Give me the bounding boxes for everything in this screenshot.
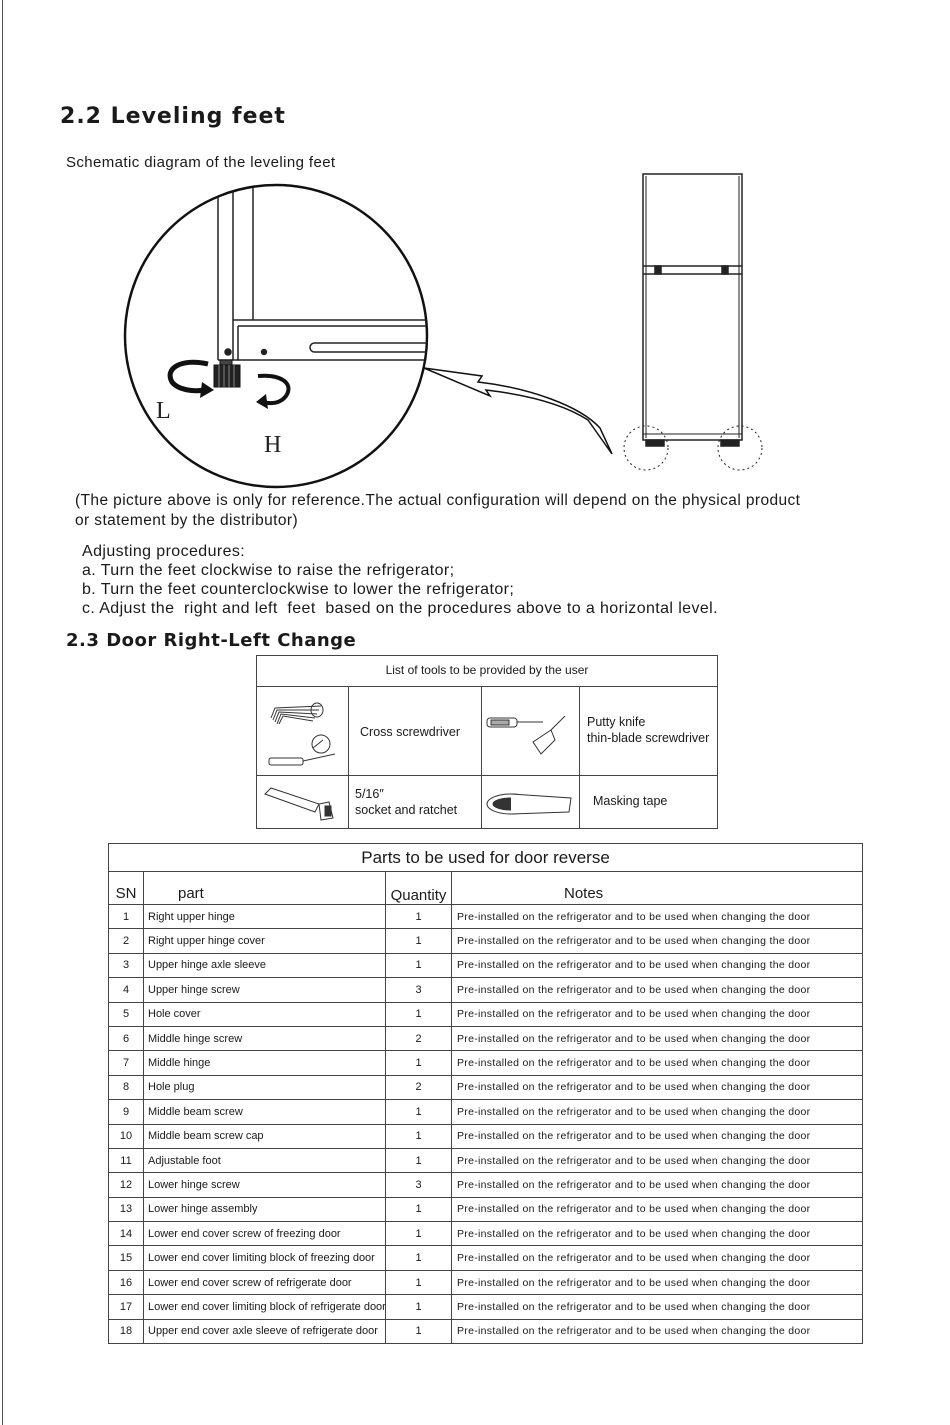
refrigerator-outline: [624, 174, 762, 470]
row-note: Pre-installed on the refrigerator and to be used when changing the door: [452, 1148, 863, 1172]
reference-note-line-1: (The picture above is only for reference.The actual configuration will depend on the physical product: [75, 492, 801, 509]
row-quantity: 1: [386, 1148, 452, 1172]
row-part: Lower hinge assembly: [144, 1197, 386, 1221]
row-quantity: 2: [386, 1075, 452, 1099]
row-part: Adjustable foot: [144, 1148, 386, 1172]
section-22-heading: [60, 104, 286, 129]
table-row: [109, 905, 863, 929]
row-quantity: 3: [386, 1173, 452, 1197]
row-sn: 10: [109, 1124, 144, 1148]
table-row: [109, 1270, 863, 1294]
section-22-title: Leveling feet: [110, 104, 286, 129]
table-row: [109, 1246, 863, 1270]
row-part: Lower hinge screw: [144, 1173, 386, 1197]
row-quantity: 1: [386, 1124, 452, 1148]
leveling-foot: [214, 360, 240, 387]
row-note: Pre-installed on the refrigerator and to be used when changing the door: [452, 1295, 863, 1319]
diagram-subtitle: Schematic diagram of the leveling feet: [66, 154, 336, 171]
row-note: Pre-installed on the refrigerator and to be used when changing the door: [452, 1002, 863, 1026]
parts-table: [108, 843, 863, 1344]
row-quantity: 1: [386, 1100, 452, 1124]
row-quantity: 1: [386, 905, 452, 929]
leveling-feet-diagram: [110, 168, 780, 490]
section-22-subnumber: .2: [76, 104, 102, 129]
row-note: Pre-installed on the refrigerator and to be used when changing the door: [452, 1124, 863, 1148]
header-quantity: Quantity: [386, 872, 452, 905]
row-note: Pre-installed on the refrigerator and to be used when changing the door: [452, 1026, 863, 1050]
row-part: Lower end cover screw of refrigerate door: [144, 1270, 386, 1294]
parts-table-title: Parts to be used for door reverse: [361, 847, 610, 867]
row-part: Upper hinge screw: [144, 978, 386, 1002]
table-row: [109, 1100, 863, 1124]
adjusting-procedures: [82, 542, 718, 618]
row-sn: 11: [109, 1148, 144, 1172]
reference-note-line-2: or statement by the distributor): [75, 512, 299, 529]
row-quantity: 1: [386, 929, 452, 953]
tool-label-masking-tape: Masking tape: [593, 794, 668, 808]
header-notes: Notes: [452, 872, 863, 905]
label-h: H: [264, 432, 282, 458]
row-part: Hole cover: [144, 1002, 386, 1026]
row-note: Pre-installed on the refrigerator and to be used when changing the door: [452, 953, 863, 977]
row-quantity: 1: [386, 1270, 452, 1294]
row-part: Lower end cover limiting block of freezing door: [144, 1246, 386, 1270]
row-sn: 7: [109, 1051, 144, 1075]
table-row: [109, 1197, 863, 1221]
table-row: [109, 1002, 863, 1026]
table-row: [109, 953, 863, 977]
row-sn: 18: [109, 1319, 144, 1343]
row-note: Pre-installed on the refrigerator and to be used when changing the door: [452, 1222, 863, 1246]
row-sn: 12: [109, 1173, 144, 1197]
row-part: Upper end cover axle sleeve of refrigerate door: [144, 1319, 386, 1343]
row-quantity: 1: [386, 1197, 452, 1221]
row-sn: 17: [109, 1295, 144, 1319]
table-row: [109, 1173, 863, 1197]
section-23-subnumber: .3: [79, 630, 100, 651]
row-part: Middle beam screw: [144, 1100, 386, 1124]
procedure-step-b: b. Turn the feet counterclockwise to lower the refrigerator;: [82, 581, 515, 598]
row-note: Pre-installed on the refrigerator and to be used when changing the door: [452, 1197, 863, 1221]
socket-ratchet-icon: [261, 782, 345, 826]
row-sn: 6: [109, 1026, 144, 1050]
tools-table: [256, 655, 718, 829]
header-part: part: [144, 872, 386, 905]
row-note: Pre-installed on the refrigerator and to be used when changing the door: [452, 1075, 863, 1099]
row-note: Pre-installed on the refrigerator and to be used when changing the door: [452, 1100, 863, 1124]
table-row: [109, 1319, 863, 1343]
row-quantity: 1: [386, 1051, 452, 1075]
row-sn: 15: [109, 1246, 144, 1270]
row-sn: 13: [109, 1197, 144, 1221]
row-note: Pre-installed on the refrigerator and to be used when changing the door: [452, 1246, 863, 1270]
row-sn: 3: [109, 953, 144, 977]
tools-caption: List of tools to be provided by the user: [385, 663, 589, 677]
putty-knife-icon: [485, 710, 575, 760]
table-row: [109, 1075, 863, 1099]
row-note: Pre-installed on the refrigerator and to be used when changing the door: [452, 1051, 863, 1075]
header-sn: SN: [109, 872, 144, 905]
row-sn: 2: [109, 929, 144, 953]
section-22-number: 2: [60, 104, 77, 129]
row-note: Pre-installed on the refrigerator and to be used when changing the door: [452, 1270, 863, 1294]
row-quantity: 2: [386, 1026, 452, 1050]
tool-label-socket-ratchet: 5/16″ socket and ratchet: [355, 787, 458, 817]
page-margin-line: [2, 0, 3, 1425]
row-part: Middle hinge: [144, 1051, 386, 1075]
row-quantity: 1: [386, 1295, 452, 1319]
row-part: Lower end cover screw of freezing door: [144, 1222, 386, 1246]
masking-tape-icon: [485, 790, 575, 820]
row-part: Right upper hinge: [144, 905, 386, 929]
section-23-heading: [66, 630, 356, 651]
table-row: [109, 1124, 863, 1148]
row-sn: 1: [109, 905, 144, 929]
pointer-arrow: [424, 368, 612, 454]
section-23-number: 2: [66, 630, 80, 651]
table-row: [109, 1148, 863, 1172]
row-quantity: 1: [386, 1246, 452, 1270]
table-row: [109, 1026, 863, 1050]
row-quantity: 3: [386, 978, 452, 1002]
label-l: L: [156, 398, 171, 424]
row-part: Hole plug: [144, 1075, 386, 1099]
row-sn: 8: [109, 1075, 144, 1099]
row-note: Pre-installed on the refrigerator and to be used when changing the door: [452, 1319, 863, 1343]
row-sn: 4: [109, 978, 144, 1002]
row-quantity: 1: [386, 1002, 452, 1026]
row-note: Pre-installed on the refrigerator and to be used when changing the door: [452, 1173, 863, 1197]
row-sn: 14: [109, 1222, 144, 1246]
row-part: Right upper hinge cover: [144, 929, 386, 953]
row-note: Pre-installed on the refrigerator and to be used when changing the door: [452, 929, 863, 953]
row-sn: 5: [109, 1002, 144, 1026]
row-part: Upper hinge axle sleeve: [144, 953, 386, 977]
row-note: Pre-installed on the refrigerator and to be used when changing the door: [452, 978, 863, 1002]
table-row: [109, 1051, 863, 1075]
row-sn: 16: [109, 1270, 144, 1294]
row-quantity: 1: [386, 1319, 452, 1343]
tool-label-putty-knife: Putty knife thin-blade screwdriver: [587, 715, 710, 745]
row-quantity: 1: [386, 1222, 452, 1246]
procedure-step-c: c. Adjust the right and left feet based on the procedures above to a horizontal level.: [82, 600, 718, 617]
procedure-step-a: a. Turn the feet clockwise to raise the refrigerator;: [82, 562, 455, 579]
row-sn: 9: [109, 1100, 144, 1124]
procedures-heading: Adjusting procedures:: [82, 543, 246, 560]
section-23-title: Door Right-Left Change: [106, 630, 357, 651]
table-row: [109, 1295, 863, 1319]
tool-label-cross-screwdriver: Cross screwdriver: [360, 725, 461, 739]
table-row: [109, 1222, 863, 1246]
hex-keys-and-screwdriver-icon: [261, 692, 345, 772]
row-quantity: 1: [386, 953, 452, 977]
table-row: [109, 978, 863, 1002]
row-part: Middle hinge screw: [144, 1026, 386, 1050]
table-row: [109, 929, 863, 953]
row-note: Pre-installed on the refrigerator and to be used when changing the door: [452, 905, 863, 929]
row-part: Middle beam screw cap: [144, 1124, 386, 1148]
row-part: Lower end cover limiting block of refrigerate door: [144, 1295, 386, 1319]
